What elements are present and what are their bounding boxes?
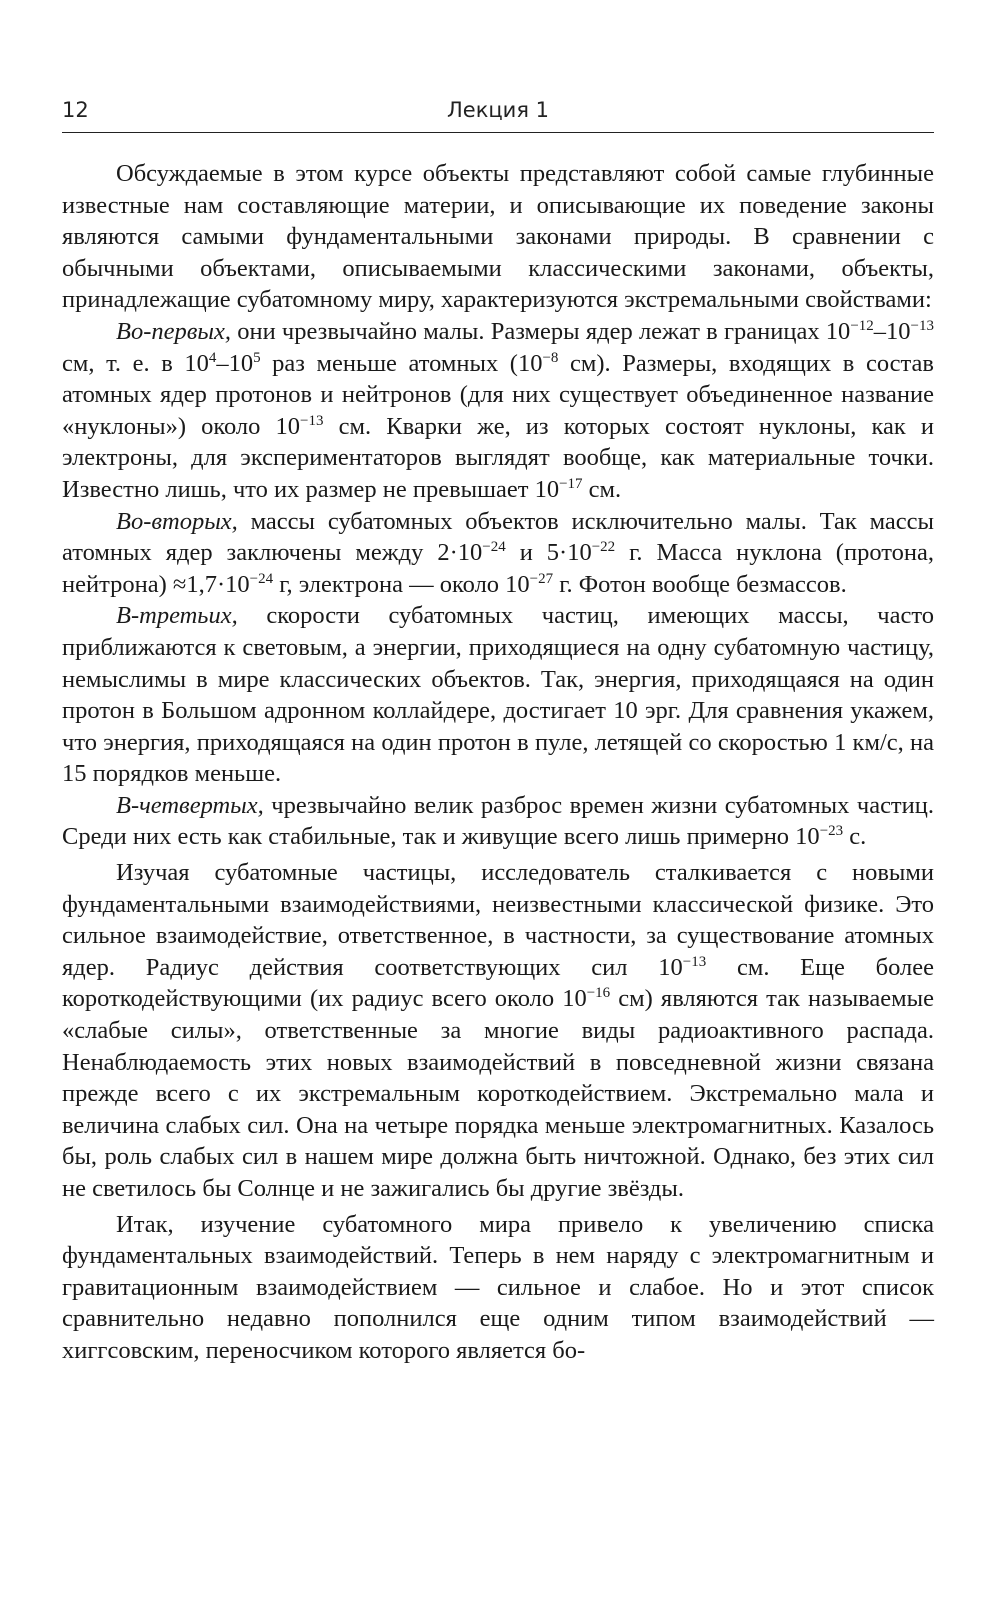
exponent: −23 xyxy=(819,823,844,840)
exponent: −27 xyxy=(529,570,554,587)
exponent: −24 xyxy=(249,570,274,587)
paragraph-lead: В-третьих, xyxy=(116,602,238,630)
exponent: −8 xyxy=(542,349,559,366)
paragraph-lead: В-четвертых, xyxy=(116,791,264,819)
exponent: −12 xyxy=(850,317,874,334)
exponent: −13 xyxy=(682,953,707,970)
paragraph-intro: Обсуждаемые в этом курсе объекты представляют собой самые глубинные известные нам составляющие материи, и описывающие их поведение законы являются самыми фундаментальными законами природы. В сравнении с обычными объектами, описываемыми классическими законами, объекты, принадлежащие субатомному миру, характеризуются экстремальными свойствами: xyxy=(62,160,934,314)
exponent: 5 xyxy=(253,349,261,366)
exponent: −17 xyxy=(559,475,583,492)
exponent: −22 xyxy=(591,539,616,556)
paragraph-secondly: Во-вторых, массы субатомных объектов исключительно малы. Так массы атомных ядер заключены между $2\cdot 10^{-24}$ и $5\cdot 10^{-22}$ г. Масса нуклона (протона, нейтрона) $\approx 1,7\cdot 10^{-24}$ г, электрона — около $10^{-27}$ г. Фотон вообще безмассов. xyxy=(62,507,934,598)
paragraph-lead: Во-первых, xyxy=(116,317,231,345)
exponent: −13 xyxy=(910,317,934,334)
paragraph-conclusion: Итак, изучение субатомного мира привело к увеличению списка фундаментальных взаимодействий. Теперь в нем наряду с электромагнитным и гравитационным взаимодействием — сильное и слабое. Но и этот список сравнительно недавно пополнился еще одним типом взаимодействий — хиггсовским, переносчиком которого является бо- xyxy=(62,1210,934,1364)
paragraph-firstly: Во-первых, они чрезвычайно малы. Размеры ядер лежат в границах $10^{-12}-10^{-13}$ см, т. е. в $10^4-10^5$ раз меньше атомных ($10^{-8}$ см). Размеры, входящих в состав атомных ядер протонов и нейтронов (для них существует объединенное название «нуклоны») около $10^{-13}$ см. Кварки же, из которых состоят нуклоны, как и электроны, для экспериментаторов выглядят вообще, как материальные точки. Известно лишь, что их размер не превышает $10^{-17}$ см. xyxy=(62,317,934,503)
exponent: −13 xyxy=(300,412,324,429)
exponent: 4 xyxy=(208,349,217,366)
exponent: −24 xyxy=(482,539,506,556)
paragraph-new-interactions: Изучая субатомные частицы, исследователь сталкивается с новыми фундаментальными взаимодействиями, неизвестными классической физике. Это сильное взаимодействие, ответственное, в частности, за существование атомных ядер. Радиус действия соответствующих сил $10^{-13}$ см. Еще более короткодействующими (их радиус всего около $10^{-16}$ см) являются так называемые «слабые силы», ответственные за многие виды радиоактивного распада. Ненаблюдаемость этих новых взаимодействий в повседневной жизни связана прежде всего с их экстремальным короткодействием. Экстремально мала и величина слабых сил. Она на четыре порядка меньше электромагнитных. Казалось бы, роль слабых сил в нашем мире должна быть ничтожной. Однако, без этих сил не светилось бы Солнце и не зажигались бы другие звёзды. xyxy=(62,859,934,1202)
paragraph-fourthly: В-четвертых, чрезвычайно велик разброс времен жизни субатомных частиц. Среди них есть как стабильные, так и живущие всего лишь примерно $10^{-23}$ с. xyxy=(62,791,934,851)
chapter-title: Лекция 1 xyxy=(446,98,549,122)
exponent: −16 xyxy=(586,985,611,1002)
page-number: 12 xyxy=(62,98,89,122)
paragraph-lead: Во-вторых, xyxy=(116,507,238,535)
running-header xyxy=(62,98,934,133)
page-body xyxy=(62,158,934,1367)
paragraph-thirdly: В-третьих, скорости субатомных частиц, имеющих массы, часто приближаются к световым, а энергии, приходящиеся на одну субатомную частицу, немыслимы в мире классических объектов. Так, энергия, приходящаяся на один протон в Большом адронном коллайдере, достигает 10 эрг. Для сравнения укажем, что энергия, приходящаяся на один протон в пуле, летящей со скоростью 1 км/с, на 15 порядков меньше. xyxy=(62,602,934,788)
